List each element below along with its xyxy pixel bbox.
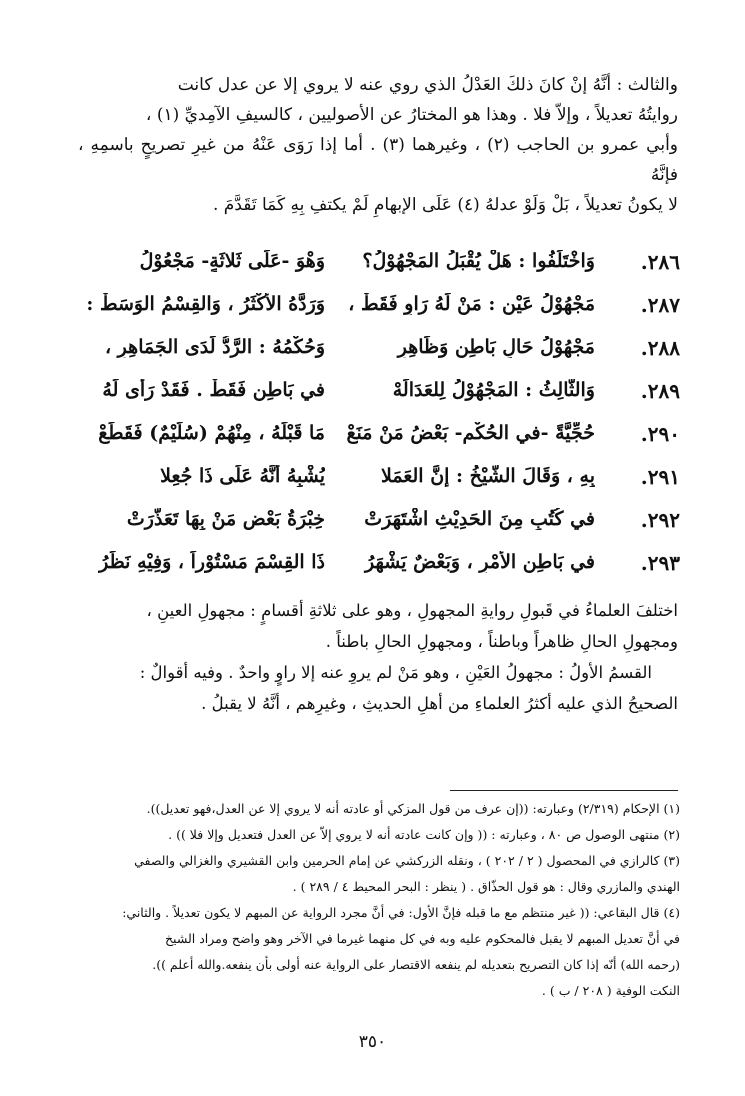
footnote-line: (١) الإحكام (٢/٣١٩) وعبارته: ((إن عرف من قول المزكي أو عادته أنه لا يروي إلا عن العدل،فهو تعديل)). (146, 801, 680, 816)
verse-second-hemistich: وَرَدَّهُ الأكْثَرُ ، وَالقِسْمُ الوَسَطْ : (86, 293, 325, 315)
verse-second-hemistich: في بَاطِنٍ فَقَطْ . فَقَدْ رَأى لَهُ (102, 379, 325, 401)
verse-line (70, 379, 680, 417)
verse-number: ٢٨٩. (640, 379, 680, 403)
verse-number: ٢٨٨. (640, 336, 680, 360)
verse-number: ٢٩٣. (640, 551, 680, 575)
verse-second-hemistich: ذَا القِسْمَ مَسْتُوْراً ، وَفِيْهِ نَظَرُ (99, 551, 325, 573)
prose-line: والثالث : أنَّهُ إنْ كانَ ذلكَ العَدْلُ الذي روي عنه لا يروي إلا عن عدل كانت (177, 75, 678, 95)
footnote-line: في أنَّ تعديل المبهم لا يقبل فالمحكوم عليه وبه في كل منهما غيرما في الآخر وهو واضح ومراد الشيخ (164, 931, 680, 946)
verse-first-hemistich: مَجْهُوْلُ حَالِ بَاطِنٍ وَظَاهِرِ (397, 336, 595, 358)
intro-paragraph (78, 70, 678, 220)
verse-first-hemistich: حُجِّيَّةً -في الحُكْمِ- بَعْضُ مَنْ مَنَعْ (346, 422, 595, 444)
verse-first-hemistich: بِهِ ، وَقَالَ الشَّيْخُ : إنَّ العَمَلا (381, 465, 595, 487)
verse-first-hemistich: مَجْهُوْلُ عَيْنٍ : مَنْ لَهُ رَاوٍ فَقَطْ ، (348, 293, 595, 315)
commentary-line: الصحيحُ الذي عليه أكثرُ العلماءِ من أهلِ الحديثِ ، وغيرِهم ، أنَّهُ لا يقبلُ . (201, 694, 678, 713)
verse-number: ٢٩١. (640, 465, 680, 489)
verse-number: ٢٩٢. (640, 508, 680, 532)
verse-line (70, 508, 680, 546)
footnote-line: (٤) قال البقاعي: (( غير منتظم مع ما قبله فإنَّ الأول: في أنَّ مجرد الرواية عن المبهم لا يكون تعديلاً . والثاني: (122, 905, 680, 920)
verse-line (70, 422, 680, 460)
page-number: ٣٥٠ (358, 1032, 387, 1052)
footnote-line: الهندي والمازري وقال : هو قول الحذّاق . ( ينظر : البحر المحيط ٤ / ٢٨٩ ) . (292, 879, 680, 894)
verse-line (70, 465, 680, 503)
verse-line (70, 250, 680, 288)
prose-line: وأبي عمرو بن الحاجب (٢) ، وغيرهما (٣) . أما إذا رَوَى عَنْهُ من غيرِ تصريحٍ باسمِهِ ، فإنَّهُ (78, 135, 678, 185)
verse-first-hemistich: في بَاطِنِ الأمْرِ ، وَبَعْضٌ يَشْهَرُ (365, 551, 595, 573)
footnote-line: النكت الوفية ( ٢٠٨ / ب ) . (541, 983, 680, 998)
verse-number: ٢٨٦. (640, 250, 680, 274)
verse-number: ٢٨٧. (640, 293, 680, 317)
verse-second-hemistich: وَحُكْمُهُ : الرَّدُّ لَدَى الجَمَاهِرِ ، (104, 336, 325, 358)
prose-line: روايتُهُ تعديلاً ، وإلاّ فلا . وهذا هو المختارُ عن الأصوليين ، كالسيفِ الآمِديِّ (١) ، (145, 105, 678, 125)
verse-second-hemistich: خِبْرَةُ بَعْضِ مَنْ بِهَا تَعَذَّرَتْ (126, 508, 325, 530)
footnote-line: (٢) منتهى الوصول ص ٨٠ ، وعبارته : (( وإن كانت عادته أنه لا يروي إلاّ عن العدل فتعديل وإلا فلا )) . (168, 827, 680, 842)
prose-line: لا يكونُ تعديلاً ، بَلْ وَلَوْ عدلهُ (٤) عَلَى الإبهامِ لَمْ يكتفِ بِهِ كَمَا تَقَدَّمَ . (212, 195, 678, 215)
verse-second-hemistich: يُشْبِهُ أنَّهُ عَلَى ذَا جُعِلا (160, 465, 325, 487)
verse-first-hemistich: وَاخْتَلَفُوا : هَلْ يُقْبَلُ المَجْهُوْلُ؟ (362, 250, 595, 272)
verse-first-hemistich: وَالثَّالِثُ : المَجْهُوْلُ لِلعَدَالَهْ (392, 379, 595, 401)
verse-second-hemistich: مَا قَبْلَهُ ، مِنْهُمْ (سُلَيْمٌ) فَقَطَعْ (98, 422, 325, 444)
footnotes-section (70, 796, 680, 1004)
commentary-section (70, 595, 678, 719)
footnote-line: (رحمه الله) أنّه إذا كان التصريح بتعديله لم ينفعه الاقتصار على الرواية عنه أولى بأن ينفعه.والله أعلم )). (152, 957, 680, 972)
verse-line (70, 336, 680, 374)
verse-line (70, 551, 680, 589)
commentary-line: اختلفَ العلماءُ في قَبولِ روايةِ المجهولِ ، وهو على ثلاثةِ أقسامٍ : مجهولِ العينِ ، (146, 601, 678, 620)
commentary-line: ومجهولِ الحالِ ظاهراً وباطناً ، ومجهولِ الحالِ باطناً . (325, 632, 678, 651)
verse-line (70, 293, 680, 331)
verse-first-hemistich: في كُتُبٍ مِنَ الحَدِيْثِ اشْتَهَرَتْ (364, 508, 595, 530)
footnote-divider (450, 790, 678, 791)
commentary-line: القسمُ الأولُ : مجهولُ العَيْنِ ، وهو مَنْ لم يروِ عنه إلا راوٍ واحدٌ . وفيه أقوالٌ : (139, 663, 652, 682)
verse-second-hemistich: وَهْوَ -عَلَى ثَلاثَةٍ- مَجْعُوْلُ (139, 250, 325, 272)
verse-number: ٢٩٠. (640, 422, 680, 446)
footnote-line: (٣) كالرازي في المحصول ( ٢ / ٢٠٢ ) ، ونقله الزركشي عن إمام الحرمين وابن القشيري والغزالي والصفي (134, 853, 680, 868)
